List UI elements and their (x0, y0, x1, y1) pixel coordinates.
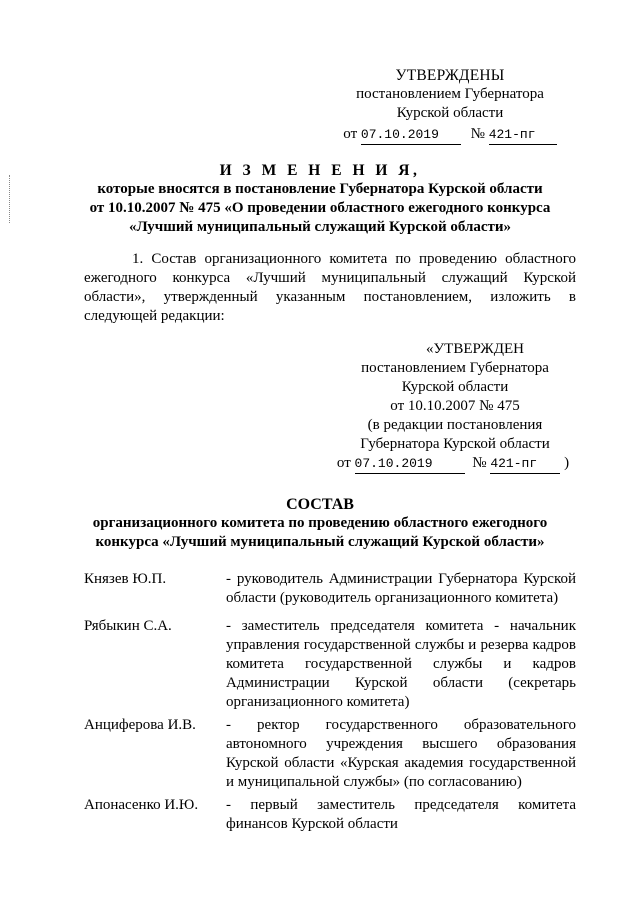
description-line: области (руководитель организационного комитета) (226, 590, 559, 606)
approval-block-date-line (326, 454, 580, 474)
member-name: Рябыкин С.А. (84, 618, 172, 634)
approval-line-1: постановлением Губернатора (356, 86, 544, 102)
approval-line-2: Курской области (396, 105, 504, 121)
description-line: финансов Курской области (226, 816, 398, 832)
member-description (226, 617, 576, 712)
description-line: - ректор государственного образовательного (226, 717, 576, 733)
description-line: и муниципальной службы» (по согласованию) (226, 774, 522, 790)
approval-title: УТВЕРЖДЕНЫ (395, 67, 505, 84)
description-line: - первый заместитель председателя комитета (226, 797, 576, 813)
changes-line-3: «Лучший муниципальный служащий Курской области» (128, 219, 512, 235)
member-name: Апонасенко И.Ю. (84, 797, 199, 813)
description-line: Администрации Курской области (секретарь (226, 675, 576, 691)
approval-header (330, 66, 570, 145)
description-line: управления государственной службы и резерва кадров (226, 637, 576, 653)
description-line: Курской области «Курская академия государственной (226, 755, 576, 771)
description-line: организационного комитета) (226, 694, 410, 710)
paragraph-line: 1. Состав организационного комитета по проведению областного (132, 251, 576, 267)
approval-block-line-1: постановлением Губернатора (361, 360, 549, 376)
member-description (226, 796, 576, 834)
approval-date-line (330, 125, 570, 145)
approval-block-line-2: Курской области (401, 379, 509, 395)
member-name: Анциферова И.В. (84, 717, 196, 733)
paragraph-line: следующей редакции: (84, 308, 225, 324)
member-description (226, 716, 576, 792)
changes-line-1: которые вносятся в постановление Губернатора Курской области (97, 181, 543, 197)
approval-block-line-4: (в редакции постановления (367, 417, 543, 433)
description-line: - руководитель Администрации Губернатора Курской (226, 571, 576, 587)
member-description (226, 570, 576, 608)
approval-block-title: «УТВЕРЖДЕН (426, 341, 524, 357)
composition-line-1: организационного комитета по проведению областного ежегодного (92, 515, 548, 531)
description-line: комитета государственной службы и кадров (226, 656, 576, 672)
changes-title-block (0, 161, 640, 237)
approval-date: 07.10.2019 (361, 125, 461, 145)
composition-line-2: конкурса «Лучший муниципальный служащий Курской области» (95, 534, 545, 550)
description-line: автономного учреждения высшего образования (226, 736, 576, 752)
number-prefix: № (472, 455, 487, 471)
approval-block-date: 07.10.2019 (355, 454, 465, 474)
composition-title-block (0, 495, 640, 552)
changes-title: И З М Е Н Е Н И Я, (219, 162, 421, 179)
approval-number: 421-пг (489, 125, 557, 145)
number-prefix: № (470, 126, 485, 142)
approval-block-line-3: от 10.10.2007 № 475 (390, 398, 520, 414)
changes-line-2: от 10.10.2007 № 475 «О проведении областного ежегодного конкурса (89, 200, 551, 216)
closing-paren: ) (564, 455, 570, 471)
approval-block (330, 340, 580, 474)
member-name: Князев Ю.П. (84, 571, 167, 587)
description-line: - заместитель председателя комитета - начальник (226, 618, 576, 634)
approval-block-number: 421-пг (490, 454, 560, 474)
paragraph-line: области», утвержденный указанным постановлением, изложить в (84, 289, 576, 305)
date-prefix: от (343, 126, 358, 142)
composition-title: СОСТАВ (286, 496, 354, 513)
date-prefix: от (336, 455, 351, 471)
approval-block-line-5: Губернатора Курской области (360, 436, 550, 452)
paragraph-line: ежегодного конкурса «Лучший муниципальный служащий Курской (84, 270, 576, 286)
main-paragraph (84, 250, 576, 326)
